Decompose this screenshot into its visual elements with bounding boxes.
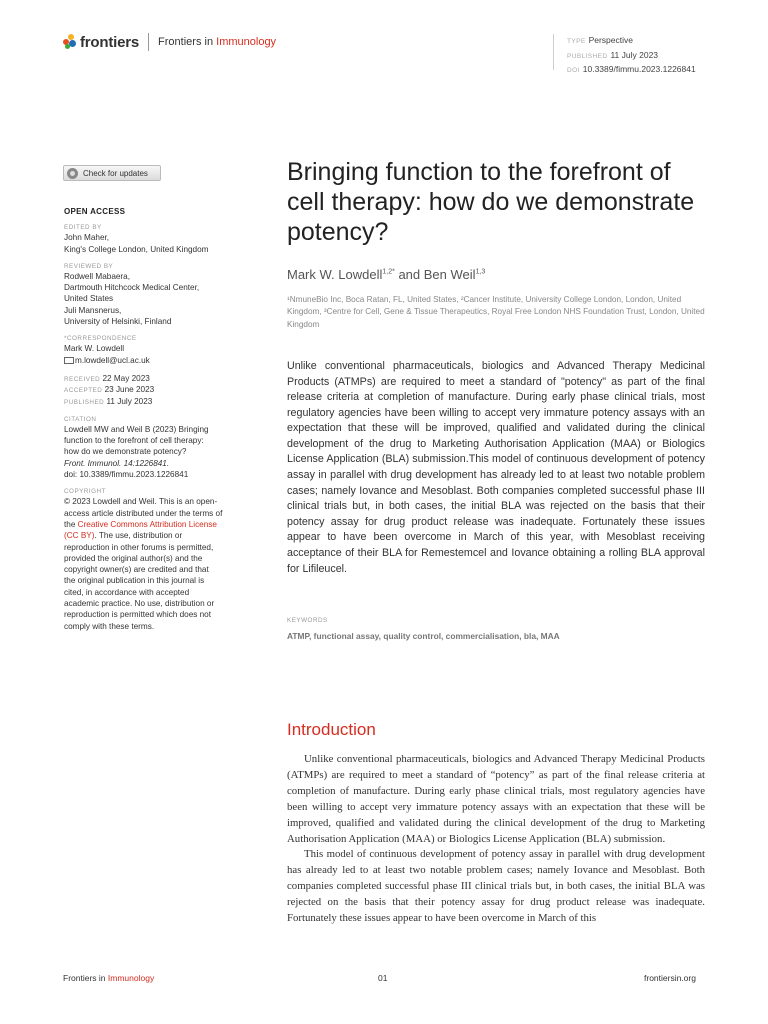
date-published-value: 11 July 2023 xyxy=(106,396,153,406)
date-accepted-label: ACCEPTED xyxy=(64,387,103,395)
copyright-line xyxy=(64,530,249,541)
meta-type-label: TYPE xyxy=(567,38,586,45)
copyright-text: the xyxy=(64,519,78,529)
page-number: 01 xyxy=(378,973,388,983)
author-affiliation-sup: 1,2* xyxy=(382,268,395,276)
header-divider xyxy=(148,33,149,51)
date-received xyxy=(64,373,249,384)
meta-doi-label: DOI xyxy=(567,67,580,74)
copyright-line: cited, in accordance with accepted xyxy=(64,587,190,597)
reviewer-line: Juli Mansnerus, xyxy=(64,305,122,315)
citation-doi: doi: 10.3389/fimmu.2023.1226841 xyxy=(64,470,189,480)
paragraph: Unlike conventional pharmaceuticals, biologics and Advanced Therapy Medicinal Products (ATMPs) are required to meet a standard of “potency” as part of the final release criteria at completion of manufacture. During early phase clinical trials, most regulatory agencies have been willing to accept very immature potency assays with an expectation that these will be improved, qualified and validated during the clinical development of the drug to Marketing Authorisation Application (MAA) or Biologics License Application (BLA) submission. xyxy=(287,753,705,845)
correspondence-email-row[interactable] xyxy=(64,355,249,366)
meta-published-label: PUBLISHED xyxy=(567,52,608,60)
copyright-label: COPYRIGHT xyxy=(64,488,106,496)
copyright-line: © 2023 Lowdell and Weil. This is an open- xyxy=(64,497,218,507)
check-for-updates-label: Check for updates xyxy=(83,168,148,178)
journal-title xyxy=(158,36,276,48)
citation-line: how do we demonstrate potency? xyxy=(64,447,187,457)
open-access-label: OPEN ACCESS xyxy=(64,207,126,216)
author-list xyxy=(287,267,485,282)
keywords-label: KEYWORDS xyxy=(287,617,328,624)
meta-published xyxy=(567,49,696,64)
meta-published-value: 11 July 2023 xyxy=(610,49,659,60)
copyright-line: access article distributed under the terms of xyxy=(64,508,223,518)
brand-name: frontiers xyxy=(80,33,140,51)
cc-by-link[interactable]: (CC BY) xyxy=(64,531,95,541)
author-name[interactable]: Ben Weil xyxy=(423,267,476,282)
copyright-line: reproduction in other forums is permitted, xyxy=(64,542,214,552)
publisher-logo[interactable] xyxy=(63,33,276,51)
paragraph: This model of continuous development of potency assay in parallel with drug development has already led to at least two notable problem cases; namely Iovance and Mesoblast. Both companies completed successful phase III clinical trials but, in both cases, the initial BLA was rejected on the basis that their potency assay for drug product release was inadequate. Fortunately these issues appear to have been overcome in March of this xyxy=(287,848,705,925)
meta-doi-value[interactable]: 10.3389/fimmu.2023.1226841 xyxy=(582,64,696,74)
citation-journal: Front. Immunol. 14:1226841. xyxy=(64,458,170,468)
sidebar-info xyxy=(64,206,249,632)
correspondence-label: *CORRESPONDENCE xyxy=(64,335,137,343)
frontiers-logo-icon xyxy=(63,34,77,50)
meta-type-value: Perspective xyxy=(588,35,633,45)
abstract: Unlike conventional pharmaceuticals, biologics and Advanced Therapy Medicinal Products (ATMPs) are required to meet a standard of "potency" as part of the final release criteria at completion of manufacture. During early phase clinical trials, most regulatory agencies have been willing to accept very immature potency assays with an expectation that these will be improved, qualified and validated during the clinical development of the drug to Marketing Authorisation Application (MAA) or Biologics License Application (BLA) submission.This model of continuous development of potency assay in parallel with drug development has already led to at least two notable problem cases; namely Iovance and Mesoblast. Both companies completed successful phase III clinical trials but, in both cases, the initial BLA was rejected on the basis that their potency assay for drug product release was inadequate. Fortunately these issues appear to have been overcome in March of this year, with Mesoblast receiving acceptance of their BLA for Remestemcel and Iovance obtaining a rolling BLA approval for Lifileucel. xyxy=(287,360,705,575)
footer-journal-name: Immunology xyxy=(107,973,155,983)
date-accepted-value: 23 June 2023 xyxy=(104,385,155,395)
date-published-label: PUBLISHED xyxy=(64,398,105,406)
article-title: Bringing function to the forefront of cell therapy: how do we demonstrate potency? xyxy=(287,158,695,246)
journal-name: Immunology xyxy=(216,36,277,48)
date-received-value: 22 May 2023 xyxy=(102,373,150,383)
date-published xyxy=(64,396,249,407)
reviewer-line: Rodwell Mabaera, xyxy=(64,271,130,281)
copyright-line: reproduction is permitted which does not xyxy=(64,610,211,620)
body-text xyxy=(287,752,705,927)
update-icon xyxy=(67,168,78,179)
section-heading: Introduction xyxy=(287,720,376,739)
copyright-line: academic practice. No use, distribution or xyxy=(64,599,215,609)
affiliations: ¹NmuneBio Inc, Boca Ratan, FL, United States, ²Cancer Institute, University College London, London, United Kingdom, ³Centre for Cell, Gene & Tissue Therapeutics, Royal Free London NHS Foundation Trust, London, United Kingdom xyxy=(287,295,705,329)
author-affiliation-sup: 1,3 xyxy=(475,268,486,276)
reviewer-line: Dartmouth Hitchcock Medical Center, xyxy=(64,283,200,293)
footer-journal-prefix: Frontiers in xyxy=(63,973,106,983)
copyright-line: the original publication in this journal is xyxy=(64,576,205,586)
copyright-line: copyright owner(s) are credited and that xyxy=(64,565,209,575)
editor-name: John Maher, xyxy=(64,233,110,243)
license-link[interactable]: Creative Commons Attribution License xyxy=(77,519,217,529)
copyright-text: . The use, distribution or xyxy=(94,531,183,541)
date-received-label: RECEIVED xyxy=(64,375,101,383)
copyright-line: comply with these terms. xyxy=(64,621,155,631)
correspondence-name: Mark W. Lowdell xyxy=(64,344,125,354)
mail-icon xyxy=(64,357,74,364)
edited-by-label: EDITED BY xyxy=(64,224,102,232)
journal-prefix: Frontiers in xyxy=(158,36,214,48)
reviewer-line: University of Helsinki, Finland xyxy=(64,317,172,327)
author-name[interactable]: Mark W. Lowdell xyxy=(287,267,383,282)
editor-affiliation: King's College London, United Kingdom xyxy=(64,244,209,254)
author-conjunction: and xyxy=(394,267,424,282)
article-meta xyxy=(553,34,696,74)
meta-doi xyxy=(567,63,696,78)
check-for-updates-button[interactable] xyxy=(63,165,161,181)
citation-label: CITATION xyxy=(64,415,97,423)
site-link[interactable]: frontiersin.org xyxy=(644,973,696,983)
reviewer-line: United States xyxy=(64,294,114,304)
footer-journal xyxy=(63,973,154,983)
copyright-line: provided the original author(s) and the xyxy=(64,553,203,563)
meta-type xyxy=(567,34,696,49)
copyright-line xyxy=(64,519,249,530)
citation-line: Lowdell MW and Weil B (2023) Bringing xyxy=(64,424,209,434)
keywords: ATMP, functional assay, quality control, commercialisation, bla, MAA xyxy=(287,631,560,641)
citation-line: function to the forefront of cell therapy: xyxy=(64,436,204,446)
reviewed-by-label: REVIEWED BY xyxy=(64,262,114,270)
date-accepted xyxy=(64,384,249,395)
correspondence-email[interactable]: m.lowdell@ucl.ac.uk xyxy=(75,355,150,365)
